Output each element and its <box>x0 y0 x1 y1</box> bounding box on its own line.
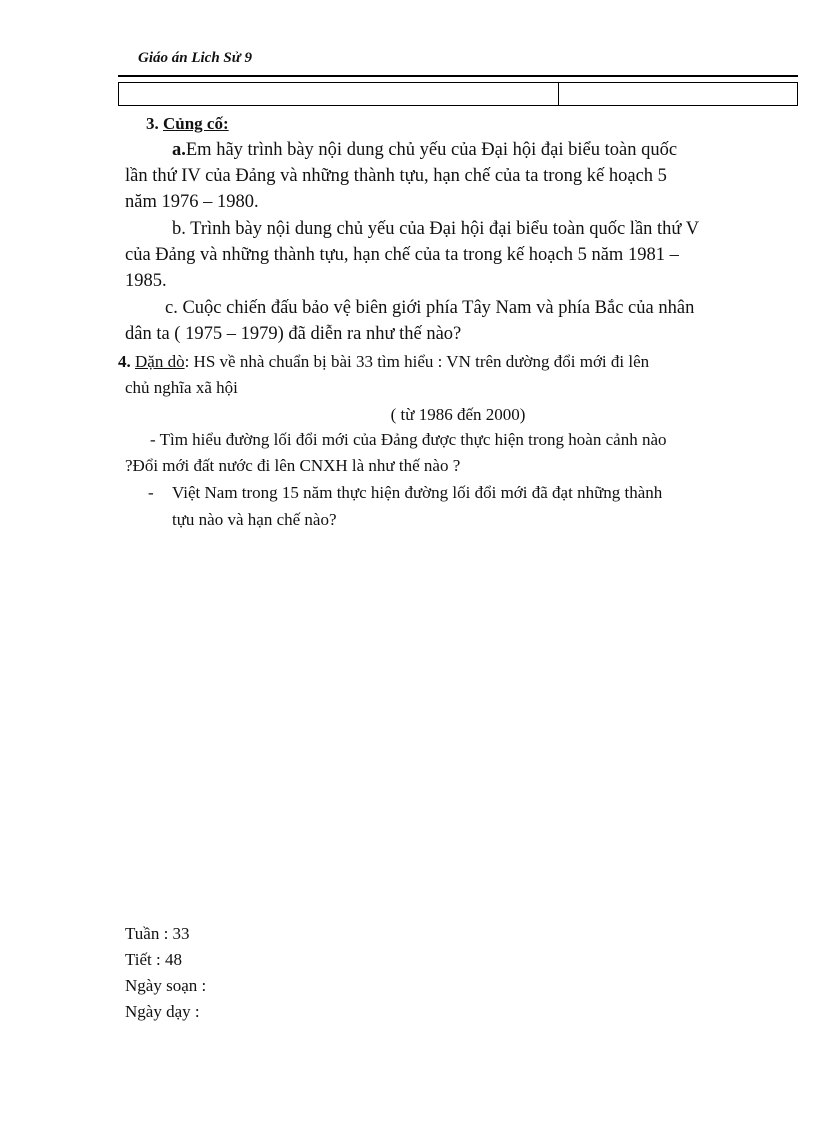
section4-period: ( từ 1986 đến 2000) <box>390 405 526 424</box>
table-cell-left <box>119 83 559 105</box>
question-b-line-1: b. Trình bày nội dung chủ yếu của Đại hội đại biểu toàn quốc lần thứ V <box>172 219 700 239</box>
lesson-number: Tiết : 48 <box>125 950 183 969</box>
section4-text-1: : HS về nhà chuẩn bị bài 33 tìm hiểu : VN trên dường đổi mới đi lên <box>184 352 650 371</box>
teach-date: Ngày dạy : <box>125 1002 200 1021</box>
task2-line-2: tựu nào và hạn chế nào? <box>172 510 337 529</box>
question-a-label: a. <box>172 140 186 160</box>
section3-title: Củng cố: <box>163 114 229 133</box>
section4-title: Dặn dò <box>135 352 185 371</box>
task1-line-2: ?Đổi mới đất nước đi lên CNXH là như thế nào ? <box>125 456 461 475</box>
week-number: Tuần : 33 <box>125 924 190 943</box>
empty-table-row <box>118 82 798 106</box>
task2-bullet: - <box>148 483 154 502</box>
question-c-line-2: dân ta ( 1975 – 1979) đã diễn ra như thế nào? <box>125 324 462 344</box>
section3-heading <box>146 114 229 134</box>
section4-number: 4. <box>118 352 131 371</box>
table-cell-right <box>559 83 797 105</box>
page-header-title: Giáo án Lich Sử 9 <box>138 50 253 66</box>
prep-date: Ngày soạn : <box>125 976 207 995</box>
question-c-line-1: c. Cuộc chiến đấu bảo vệ biên giới phía Tây Nam và phía Bắc của nhân <box>165 298 695 318</box>
question-a-line-1 <box>172 140 677 161</box>
question-a-line-2: lần thứ IV của Đảng và những thành tựu, hạn chế của ta trong kế hoạch 5 <box>125 166 667 186</box>
header-divider <box>118 75 798 77</box>
task1-line-1: - Tìm hiểu đường lối đổi mới của Đảng được thực hiện trong hoàn cảnh nào <box>150 430 667 449</box>
section3-number: 3. <box>146 114 159 133</box>
task2-line-1: Việt Nam trong 15 năm thực hiện đường lối đổi mới đã đạt những thành <box>172 483 663 502</box>
question-b-line-2: của Đảng và những thành tựu, hạn chế của ta trong kế hoạch 5 năm 1981 – <box>125 245 679 265</box>
section4-line-1 <box>118 352 649 372</box>
question-a-line-1-text: Em hãy trình bày nội dung chủ yếu của Đại hội đại biểu toàn quốc <box>185 140 678 160</box>
question-b-line-3: 1985. <box>125 271 167 291</box>
question-a-line-3: năm 1976 – 1980. <box>125 192 259 212</box>
section4-line-2: chủ nghĩa xã hội <box>125 378 238 397</box>
